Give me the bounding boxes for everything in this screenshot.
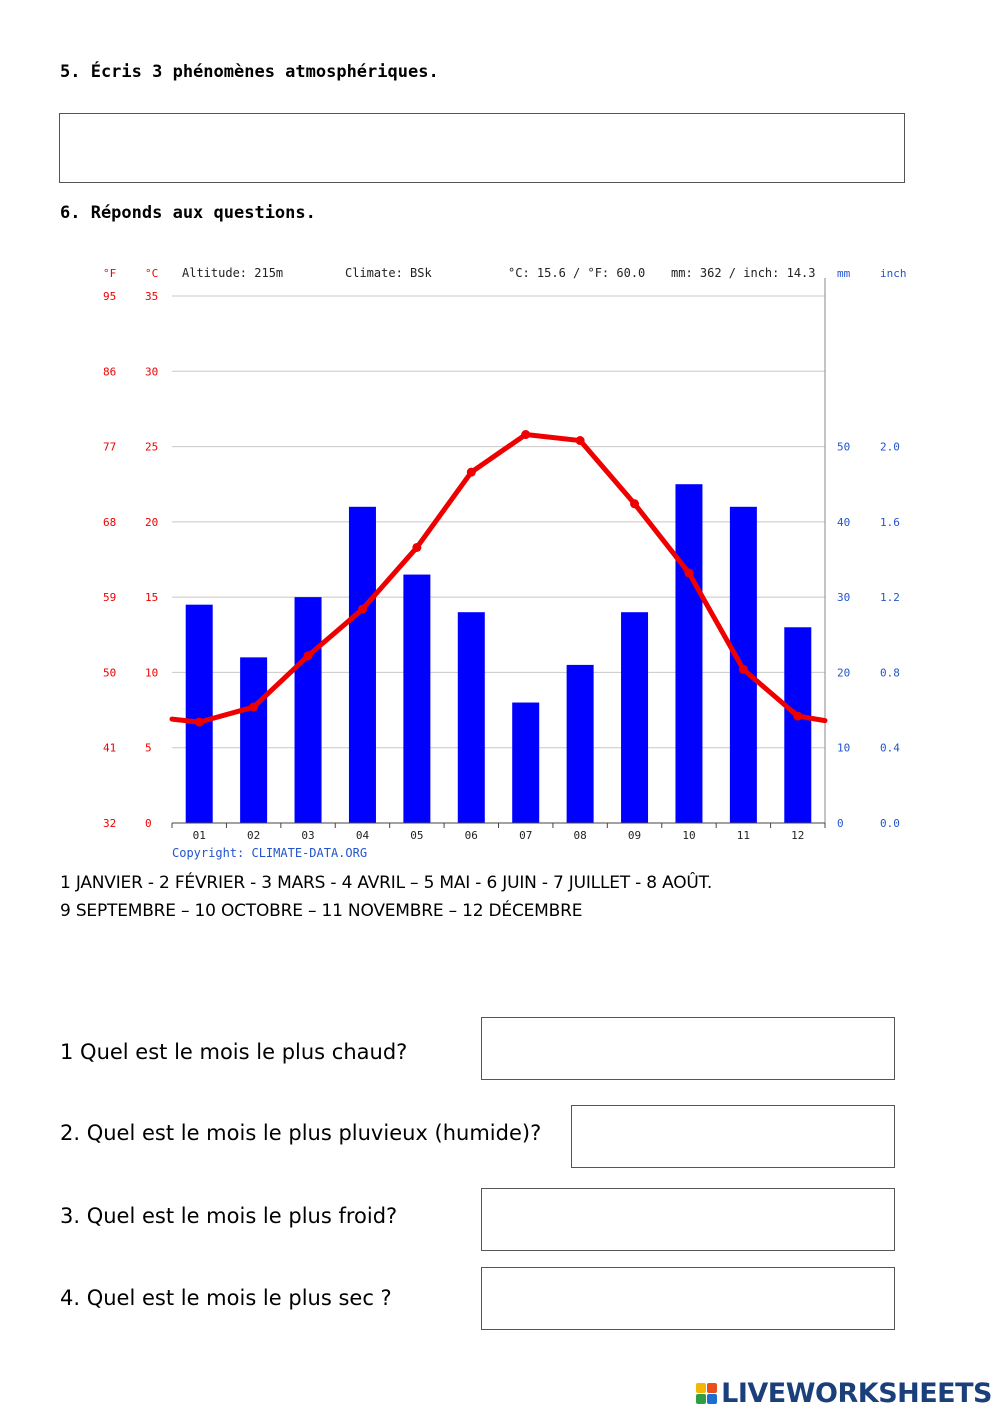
- temperature-point: [630, 499, 639, 508]
- mm-tick-label: 0: [837, 817, 844, 830]
- answer-box-coldest-month[interactable]: [481, 1188, 895, 1251]
- celsius-tick-label: 30: [145, 365, 159, 379]
- fahrenheit-tick-label: 59: [103, 591, 117, 605]
- answer-box-wettest-month[interactable]: [571, 1105, 895, 1168]
- temperature-point: [358, 605, 367, 614]
- fahrenheit-tick-label: 50: [103, 666, 117, 680]
- celsius-tick-label: 35: [145, 290, 159, 303]
- answer-box-phenomena[interactable]: [59, 113, 905, 183]
- precipitation-bars: [186, 484, 812, 823]
- question-4-text: 4. Quel est le mois le plus sec ?: [60, 1286, 392, 1310]
- chart-axes: [103, 278, 900, 842]
- question-2-text: 2. Quel est le mois le plus pluvieux (humide)?: [60, 1121, 542, 1145]
- inch-tick-label: 1.6: [880, 515, 900, 529]
- months-legend-line-1: 1 JANVIER - 2 FÉVRIER - 3 MARS - 4 AVRIL – 5 MAI - 6 JUIN - 7 JUILLET - 8 AOÛT.: [60, 873, 713, 893]
- section-6-title: 6. Réponds aux questions.: [60, 203, 316, 223]
- precipitation-bar: [186, 605, 213, 823]
- celsius-tick-label: 5: [145, 741, 152, 755]
- inch-tick-label: 2.0: [880, 440, 900, 454]
- chart-copyright: Copyright: CLIMATE-DATA.ORG: [172, 846, 368, 860]
- temperature-average-label: °C: 15.6 / °F: 60.0: [508, 266, 646, 280]
- precipitation-bar: [349, 507, 376, 823]
- answer-box-hottest-month[interactable]: [481, 1017, 895, 1080]
- fahrenheit-tick-label: 86: [103, 365, 117, 379]
- month-tick-label: 09: [627, 829, 642, 842]
- fahrenheit-tick-label: 68: [103, 515, 117, 529]
- question-1-text: 1 Quel est le mois le plus chaud?: [60, 1040, 408, 1064]
- inch-unit-label: inch: [880, 267, 907, 280]
- temperature-point: [739, 665, 748, 674]
- precipitation-bar: [240, 657, 267, 823]
- mm-tick-label: 50: [837, 440, 851, 454]
- precipitation-bar: [621, 612, 648, 823]
- mm-tick-label: 20: [837, 666, 851, 680]
- precipitation-bar: [512, 703, 539, 823]
- month-tick-label: 02: [247, 829, 261, 842]
- temperature-line: [172, 430, 825, 727]
- section-5-title: 5. Écris 3 phénomènes atmosphériques.: [60, 62, 439, 82]
- inch-tick-label: 0.0: [880, 817, 900, 830]
- celsius-tick-label: 25: [145, 440, 159, 454]
- months-legend-line-2: 9 SEPTEMBRE – 10 OCTOBRE – 11 NOVEMBRE – 12 DÉCEMBRE: [60, 901, 583, 921]
- inch-tick-label: 0.4: [880, 741, 900, 755]
- temperature-point: [195, 718, 204, 727]
- precipitation-bar: [295, 597, 322, 823]
- fahrenheit-tick-label: 77: [103, 440, 117, 454]
- celsius-unit-label: °C: [145, 267, 159, 280]
- temperature-point: [249, 703, 258, 712]
- inch-tick-label: 1.2: [880, 591, 900, 605]
- fahrenheit-unit-label: °F: [103, 267, 117, 280]
- temperature-point: [412, 543, 421, 552]
- precipitation-total-label: mm: 362 / inch: 14.3: [671, 266, 816, 280]
- climate-chart: [0, 250, 1000, 870]
- brand-name: LIVEWORKSHEETS: [721, 1378, 992, 1409]
- liveworksheets-logo-icon: [696, 1383, 717, 1404]
- temperature-point: [684, 569, 693, 578]
- climate-label: Climate: BSk: [345, 266, 432, 280]
- celsius-tick-label: 0: [145, 817, 152, 830]
- month-tick-label: 06: [464, 829, 478, 842]
- temperature-point: [793, 712, 802, 721]
- temperature-line-path: [172, 435, 825, 723]
- chart-header: [103, 266, 907, 280]
- precipitation-bar: [458, 612, 485, 823]
- temperature-point: [521, 430, 530, 439]
- precipitation-bar: [675, 484, 702, 823]
- celsius-tick-label: 15: [145, 591, 159, 605]
- month-tick-label: 01: [192, 829, 206, 842]
- answer-box-driest-month[interactable]: [481, 1267, 895, 1330]
- fahrenheit-tick-label: 95: [103, 290, 117, 303]
- month-tick-label: 04: [355, 829, 370, 842]
- celsius-tick-label: 10: [145, 666, 159, 680]
- precipitation-bar: [567, 665, 594, 823]
- month-tick-label: 07: [519, 829, 533, 842]
- temperature-point: [576, 436, 585, 445]
- mm-unit-label: mm: [837, 267, 851, 280]
- temperature-point: [304, 651, 313, 660]
- mm-tick-label: 40: [837, 515, 851, 529]
- month-tick-label: 11: [736, 829, 750, 842]
- inch-tick-label: 0.8: [880, 666, 900, 680]
- temperature-point: [467, 468, 476, 477]
- precipitation-bar: [784, 627, 811, 823]
- month-tick-label: 10: [682, 829, 696, 842]
- celsius-tick-label: 20: [145, 515, 159, 529]
- mm-tick-label: 10: [837, 741, 851, 755]
- month-tick-label: 12: [791, 829, 805, 842]
- fahrenheit-tick-label: 41: [103, 741, 117, 755]
- month-tick-label: 05: [410, 829, 424, 842]
- altitude-label: Altitude: 215m: [182, 266, 284, 280]
- mm-tick-label: 30: [837, 591, 851, 605]
- question-3-text: 3. Quel est le mois le plus froid?: [60, 1204, 398, 1228]
- fahrenheit-tick-label: 32: [103, 817, 117, 830]
- month-tick-label: 08: [573, 829, 587, 842]
- liveworksheets-brand: [696, 1378, 992, 1409]
- chart-gridlines: [172, 296, 825, 748]
- precipitation-bar: [403, 575, 430, 823]
- month-tick-label: 03: [301, 829, 315, 842]
